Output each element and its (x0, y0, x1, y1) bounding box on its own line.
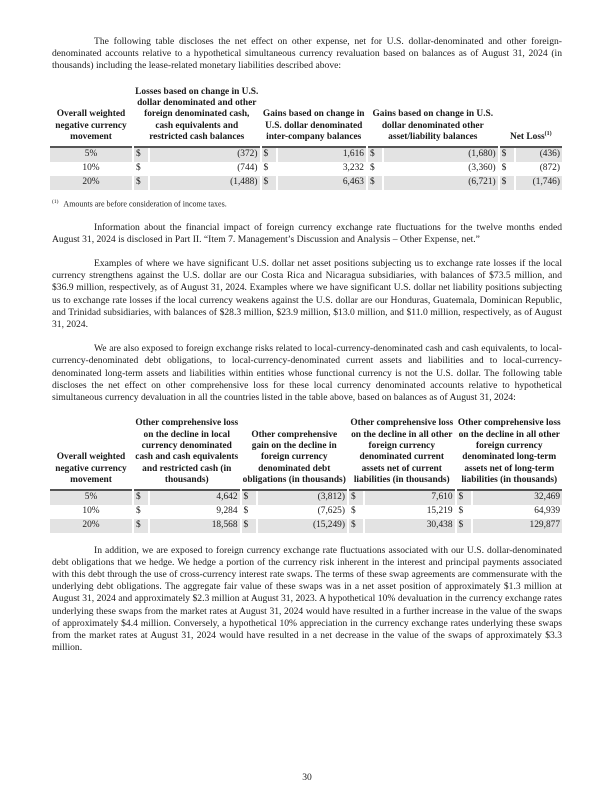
header-movement: Overall weighted negative currency movement (50, 418, 132, 490)
header-oci-debt: Other comprehensive gain on the decline in foreign currency denominated debt obligations (in thousands) (242, 418, 348, 490)
dollar-sign: $ (457, 519, 471, 533)
value-cell: 9,284 (216, 505, 238, 516)
dollar-sign: $ (262, 148, 276, 162)
dollar-sign: $ (262, 176, 276, 190)
header-losses-cash: Losses based on change in U.S. dollar denominated and other foreign denominated cash, cash equivalents and restricted cash balances (134, 87, 260, 148)
header-oci-long-term: Other comprehensive loss on the decline in all other foreign currency denominated long-term assets net of long-term liabilities (in thousands) (457, 418, 563, 490)
table-other-expense-sensitivity (48, 87, 564, 190)
movement-cell: 10% (82, 505, 100, 516)
value-cell: 32,469 (473, 491, 563, 505)
paragraph-financial-impact: Information about the financial impact of foreign currency exchange rate fluctuations for the twelve months ended August 31, 2024 is disclosed in Part II. “Item 7. Management’s Discussion and Analysis – Other Expense, net.” (52, 221, 562, 245)
value-cell: (1,488) (150, 176, 260, 190)
header-gains-other: Gains based on change in U.S. dollar denominated other asset/liability balances (368, 87, 498, 148)
footnote-marker: (1) (52, 198, 59, 205)
dollar-sign: $ (351, 505, 356, 516)
value-cell: 129,877 (473, 519, 563, 533)
dollar-sign: $ (134, 176, 148, 190)
dollar-sign: $ (458, 505, 464, 516)
header-net-loss: Net Loss$^{(1)}$ (500, 87, 562, 148)
table-row (50, 519, 562, 533)
header-oci-local-cash: Other comprehensive loss on the decline in local currency denominated cash and cash equivalents and restricted cash (in thousands) (134, 418, 240, 490)
value-cell: (6,721) (384, 176, 498, 190)
table-row (50, 162, 562, 176)
dollar-sign: $ (369, 162, 375, 173)
dollar-sign: $ (501, 162, 507, 173)
value-cell: (3,812) (258, 491, 348, 505)
value-cell: 1,616 (278, 148, 366, 162)
dollar-sign: $ (368, 176, 382, 190)
paragraph-examples: Examples of where we have significant U.S. dollar net asset positions subjecting us to exchange rate losses if the local currency strengthens against the U.S. dollar are our Costa Rica and Nicaragua subsidiaries, with balances of $73.5 million, and $36.9 million, respectively, as of August 31, 2024. Examples where we have significant U.S. dollar net liability positions subjecting us to exchange rate losses if the local currency weakens against the U.S. dollar are our Honduras, Guatemala, Dominican Republic, and Trinidad subsidiaries, with balances of $28.3 million, $23.9 million, $13.0 million, and $11.0 million, respectively, as of August 31, 2024. (52, 257, 562, 330)
dollar-sign: $ (243, 505, 249, 516)
value-cell: (372) (150, 148, 260, 162)
dollar-sign: $ (500, 148, 514, 162)
dollar-sign: $ (242, 491, 256, 505)
dollar-sign: $ (134, 519, 148, 533)
movement-cell: 5% (50, 148, 132, 162)
value-cell: 15,219 (426, 505, 453, 516)
dollar-sign: $ (457, 491, 471, 505)
header-movement: Overall weighted negative currency movement (50, 87, 132, 148)
header-gains-intercompany: Gains based on change in U.S. dollar denominated inter-company balances (262, 87, 366, 148)
value-cell: (1,680) (384, 148, 498, 162)
dollar-sign: $ (500, 176, 514, 190)
dollar-sign: $ (136, 505, 141, 516)
header-oci-current: Other comprehensive loss on the decline in all other foreign currency denominated current assets net of current liabilities (in thousands) (349, 418, 455, 490)
value-cell: (3,360) (468, 162, 496, 173)
value-cell: (1,746) (516, 176, 562, 190)
dollar-sign: $ (349, 519, 363, 533)
dollar-sign: $ (134, 491, 148, 505)
value-cell: 4,642 (150, 491, 240, 505)
value-cell: 6,463 (278, 176, 366, 190)
value-cell: (744) (237, 162, 258, 173)
table-other-comprehensive-loss-sensitivity (48, 418, 564, 532)
value-cell: (436) (516, 148, 562, 162)
page-number: 30 (302, 772, 312, 783)
value-cell: 3,232 (342, 162, 364, 173)
value-cell: (7,625) (317, 505, 345, 516)
value-cell: (15,249) (258, 519, 348, 533)
dollar-sign: $ (263, 162, 269, 173)
document-page (52, 34, 562, 654)
value-cell: 18,568 (150, 519, 240, 533)
table-header-row (50, 87, 562, 148)
table-row (50, 148, 562, 162)
table-row (50, 176, 562, 190)
dollar-sign: $ (136, 162, 141, 173)
value-cell: 30,438 (365, 519, 455, 533)
paragraph-in-addition: In addition, we are exposed to foreign currency exchange rate fluctuations associated with our U.S. dollar-denominated debt obligations that we hedge. We hedge a portion of the currency risk inherent in the interest and principal payments associated with this debt through the use of cross-currency interest rate swaps. The terms of these swap agreements are commensurate with the underlying debt obligations. The aggregate fair value of these swaps was in a net asset position of approximately $1.3 million at August 31, 2024 and approximately $2.3 million at August 31, 2023. A hypothetical 10% devaluation in the currency exchange rates underlying these swaps from the market rates at August 31, 2024 would have resulted in a further increase in the value of the swaps of approximately $4.4 million. Conversely, a hypothetical 10% appreciation in the currency exchange rates underlying these swaps from the market rates at August 31, 2024 would have resulted in a net decrease in the value of the swaps of approximately $3.3 million. (52, 544, 562, 654)
dollar-sign: $ (349, 491, 363, 505)
footnote-marker: (1) (544, 131, 552, 138)
table1-footnote: $^{(1)}$ Amounts are before consideration of income taxes. (52, 198, 227, 209)
movement-cell: 5% (50, 491, 132, 505)
movement-cell: 20% (50, 519, 132, 533)
movement-cell: 20% (50, 176, 132, 190)
table-row (50, 491, 562, 505)
value-cell: (872) (539, 162, 560, 173)
dollar-sign: $ (134, 148, 148, 162)
table-header-row (50, 418, 562, 490)
paragraph-intro-table1: The following table discloses the net effect on other expense, net for U.S. dollar-denominated and other foreign-denominated accounts relative to a hypothetical simultaneous currency revaluation based on balances as of August 31, 2024 (in thousands) including the lease-related monetary liabilities described above: (52, 36, 562, 72)
dollar-sign: $ (242, 519, 256, 533)
movement-cell: 10% (82, 162, 100, 173)
table-row (50, 505, 562, 519)
dollar-sign: $ (368, 148, 382, 162)
value-cell: 7,610 (365, 491, 455, 505)
value-cell: 64,939 (534, 505, 560, 516)
paragraph-also-exposed: We are also exposed to foreign exchange risks related to local-currency-denominated cash and cash equivalents, to local-currency-denominated debt obligations, to local-currency-denominated current assets and liabilities and to local-currency-denominated long-term assets and liabilities within entities whose functional currency is not the U.S. dollar. The following table discloses the net effect on other comprehensive loss for these local currency denominated accounts relative to hypothetical simultaneous currency devaluation in all the countries listed in the table above, based on balances as of August 31, 2024: (52, 343, 562, 403)
